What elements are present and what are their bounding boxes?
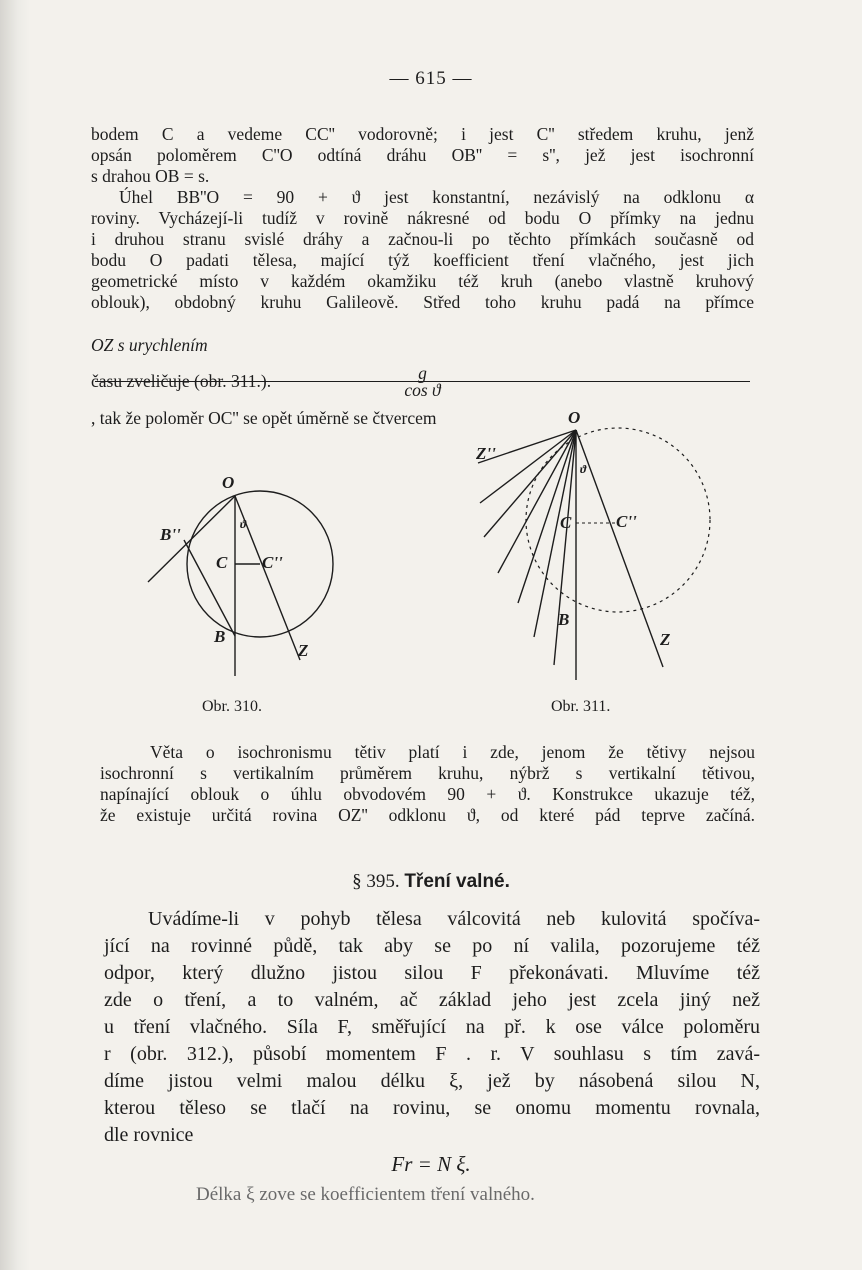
text-line: bodem C a vedeme CC'' vodorovně; i jest C'' středem kruhu, jenž bbox=[91, 124, 754, 144]
label-c2: C'' bbox=[616, 512, 637, 531]
label-z2: Z'' bbox=[476, 444, 496, 463]
text-line: odpor, který dlužno jistou silou F překonávati. Mluvíme též bbox=[104, 962, 760, 984]
line-oz bbox=[576, 430, 663, 667]
text-line: dle rovnice bbox=[104, 1124, 194, 1146]
label-b: B bbox=[558, 610, 570, 629]
text-line: kterou těleso se tlačí na rovinu, se onomu momentu rovnala, bbox=[104, 1097, 760, 1119]
text-line: isochronní s vertikalním průměrem kruhu, nýbrž s vertikalní tětivou, bbox=[100, 763, 755, 783]
text-line: u tření vlačného. Síla F, směřující na př. k ose válce poloměru bbox=[104, 1016, 760, 1038]
fraction-numerator: g bbox=[95, 365, 750, 382]
text-line: oblouk), obdobný kruhu Galileově. Střed toho kruhu padá na přímce bbox=[91, 292, 754, 312]
label-o: O bbox=[568, 408, 581, 427]
label-z: Z bbox=[298, 641, 309, 660]
formula-line-after: , tak že poloměr OC'' se opět úměrně se čtvercem bbox=[91, 408, 437, 428]
text-line: napínající oblouk o úhlu obvodovém 90 + ϑ. Konstrukce ukazuje též, bbox=[100, 784, 755, 804]
text-line: Uvádíme-li v pohyb tělesa válcovitá neb kulovitá spočíva- bbox=[148, 908, 760, 930]
text-line: i druhou stranu svislé dráhy a začnou-li po těchto přímkách současně od bbox=[91, 229, 754, 249]
caption-310: Obr. 310. bbox=[202, 698, 262, 715]
fan-line bbox=[480, 430, 576, 503]
text-line: roviny. Vycházejí-li tudíž v rovině nákresné od bodu O přímky na jednu bbox=[91, 208, 754, 228]
text-line: jící na rovinné půdě, tak aby se po ní valila, pozorujeme též bbox=[104, 935, 760, 957]
paragraph-2 bbox=[100, 742, 755, 826]
label-c: C bbox=[560, 513, 572, 532]
text-line: času zveličuje (obr. 311.). bbox=[91, 371, 272, 391]
figure-310 bbox=[140, 470, 340, 680]
text-line: zde o tření, a to valném, ač základ jeho jest zcela jiný než bbox=[104, 989, 760, 1011]
text-line: geometrické místo v každém okamžiku též kruh (anebo vlastně kruhový bbox=[91, 271, 754, 291]
section-title: Tření valné. bbox=[404, 871, 510, 892]
text-line: Věta o isochronismu tětiv platí i zde, jenom že tětivy nejsou bbox=[150, 742, 755, 762]
formula: Fr = N ξ. bbox=[391, 1152, 471, 1176]
section-heading bbox=[0, 871, 862, 893]
text-line: opsán poloměrem C''O odtíná dráhu OB'' = s'', jež jest isochronní bbox=[91, 145, 754, 165]
label-theta: ϑ bbox=[580, 462, 587, 476]
formula-line-before: OZ s urychlením bbox=[91, 335, 208, 355]
section-number: § 395. bbox=[352, 871, 400, 892]
page-number: — 615 — bbox=[389, 68, 473, 89]
text-line: Úhel BB''O = 90 + ϑ jest konstantní, nezávislý na odklonu α bbox=[119, 187, 754, 207]
paragraph-1 bbox=[91, 124, 754, 313]
text-line: díme jistou velmi malou délku ξ, jež by násobená silou N, bbox=[104, 1070, 760, 1092]
page-edge bbox=[0, 0, 30, 1270]
text-line: bodu O padati tělesa, mající týž koefficient tření vlačného, jest jich bbox=[91, 250, 754, 270]
paragraph-1-end bbox=[91, 371, 754, 392]
caption-311: Obr. 311. bbox=[551, 698, 611, 715]
fan-line bbox=[534, 430, 576, 637]
last-line: Délka ξ zove se koefficientem tření valného. bbox=[196, 1184, 535, 1205]
label-o: O bbox=[222, 473, 235, 492]
figure-311 bbox=[470, 405, 710, 680]
text-line: s drahou OB = s. bbox=[91, 166, 210, 186]
text-line: že existuje určitá rovina OZ'' odklonu ϑ, od které pád teprve začíná. bbox=[100, 805, 755, 825]
label-z: Z bbox=[660, 630, 671, 649]
text-line: r (obr. 312.), působí momentem F . r. V souhlasu s tím zavá- bbox=[104, 1043, 760, 1065]
label-c: C bbox=[216, 553, 228, 572]
label-c2: C'' bbox=[262, 553, 283, 572]
paragraph-3 bbox=[104, 906, 760, 1149]
fraction-denominator: cos ϑ bbox=[404, 380, 441, 400]
label-b2: B'' bbox=[160, 525, 181, 544]
label-theta: ϑ bbox=[240, 517, 247, 531]
label-b: B bbox=[214, 627, 226, 646]
